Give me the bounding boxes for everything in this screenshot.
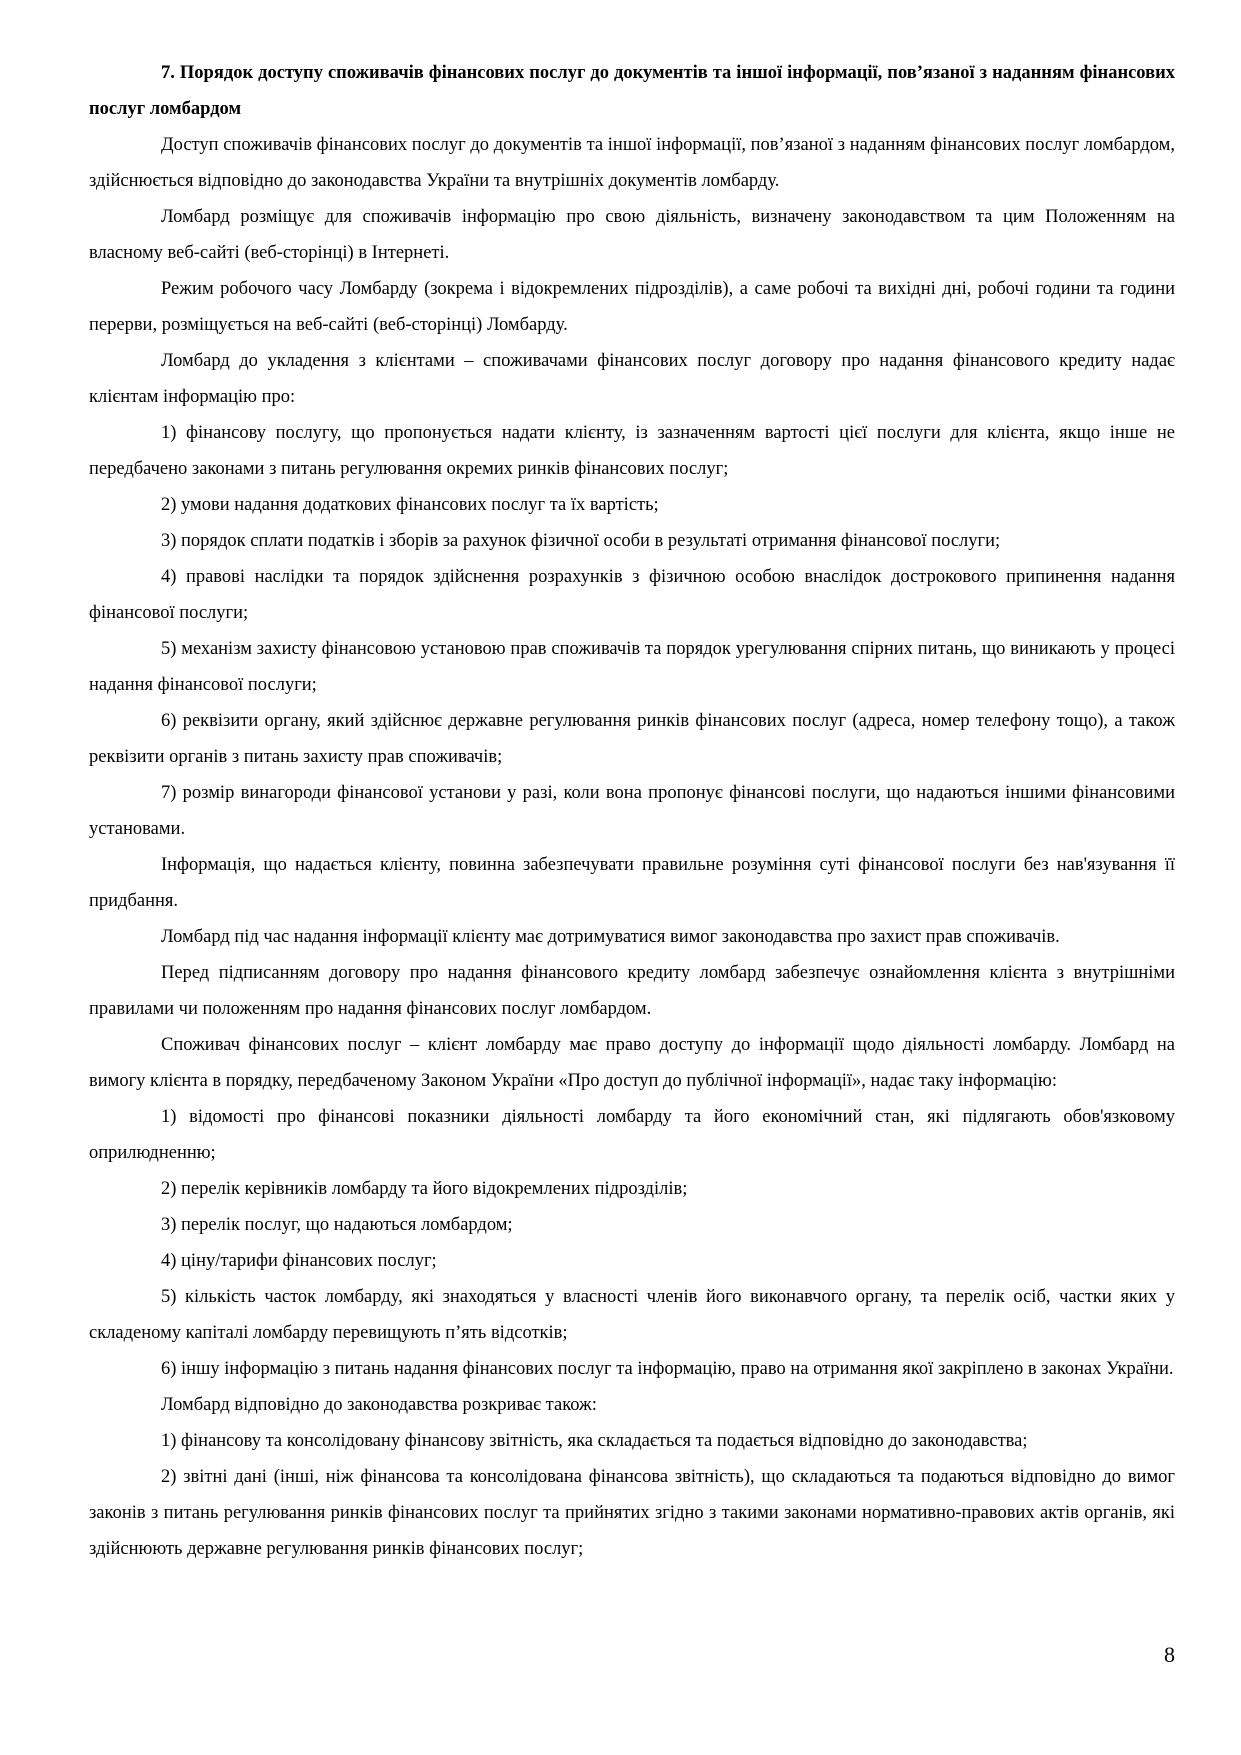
list-item: 6) іншу інформацію з питань надання фінансових послуг та інформацію, право на отримання якої закріплено в законах України. <box>161 1359 1174 1379</box>
list-item: 1) відомості про фінансові показники діяльності ломбарду та його економічний стан, які підлягають обов'язковому оприлюдненню; <box>89 1107 1175 1163</box>
list-item: 5) кількість часток ломбарду, які знаходяться у власності членів його виконавчого органу, та перелік осіб, частки яких у складеному капіталі ломбарду перевищують п’ять відсотків; <box>89 1287 1175 1343</box>
paragraph: Доступ споживачів фінансових послуг до документів та іншої інформації, пов’язаної з наданням фінансових послуг ломбардом, здійснюється відповідно до законодавства України та внутрішніх документів ломбарду. <box>89 135 1175 191</box>
paragraph: Ломбард розміщує для споживачів інформацію про свою діяльність, визначену законодавством та цим Положенням на власному веб-сайті (веб-сторінці) в Інтернеті. <box>89 207 1175 263</box>
list-item: 2) перелік керівників ломбарду та його відокремлених підрозділів; <box>161 1179 688 1199</box>
paragraph: Ломбард під час надання інформації клієнту має дотримуватися вимог законодавства про захист прав споживачів. <box>161 927 1060 947</box>
paragraph: Інформація, що надається клієнту, повинна забезпечувати правильне розуміння суті фінансової послуги без нав'язування її придбання. <box>89 855 1175 911</box>
list-item: 2) умови надання додаткових фінансових послуг та їх вартість; <box>161 495 659 515</box>
section-heading: 7. Порядок доступу споживачів фінансових послуг до документів та іншої інформації, пов’язаної з наданням фінансових послуг ломбардом <box>89 63 1175 119</box>
paragraph: Споживач фінансових послуг – клієнт ломбарду має право доступу до інформації щодо діяльності ломбарду. Ломбард на вимогу клієнта в порядку, передбаченому Законом України «Про доступ до публічної інформації», надає таку інформацію: <box>89 1035 1175 1091</box>
paragraph: Ломбард до укладення з клієнтами – споживачами фінансових послуг договору про надання фінансового кредиту надає клієнтам інформацію про: <box>89 351 1175 407</box>
paragraph: Ломбард відповідно до законодавства розкриває також: <box>161 1395 597 1415</box>
list-item: 1) фінансову послугу, що пропонується надати клієнту, із зазначенням вартості цієї послуги для клієнта, якщо інше не передбачено законами з питань регулювання окремих ринків фінансових послуг; <box>89 423 1175 479</box>
list-item: 7) розмір винагороди фінансової установи у разі, коли вона пропонує фінансові послуги, що надаються іншими фінансовими установами. <box>89 783 1175 839</box>
list-item: 6) реквізити органу, який здійснює державне регулювання ринків фінансових послуг (адреса, номер телефону тощо), а також реквізити органів з питань захисту прав споживачів; <box>89 711 1175 767</box>
page-content <box>89 55 1175 1567</box>
paragraph: Перед підписанням договору про надання фінансового кредиту ломбард забезпечує ознайомлення клієнта з внутрішніми правилами чи положенням про надання фінансових послуг ломбардом. <box>89 963 1175 1019</box>
list-item: 2) звітні дані (інші, ніж фінансова та консолідована фінансова звітність), що складаються та подаються відповідно до вимог законів з питань регулювання ринків фінансових послуг та прийнятих згідно з такими законами нормативно-правових актів органів, які здійснюють державне регулювання ринків фінансових послуг; <box>89 1467 1175 1559</box>
list-item: 3) перелік послуг, що надаються ломбардом; <box>161 1215 513 1235</box>
page-number: 8 <box>1164 1642 1175 1667</box>
list-item: 1) фінансову та консолідовану фінансову звітність, яка складається та подається відповідно до законодавства; <box>161 1431 1028 1451</box>
paragraph: Режим робочого часу Ломбарду (зокрема і відокремлених підрозділів), а саме робочі та вихідні дні, робочі години та години перерви, розміщується на веб-сайті (веб-сторінці) Ломбарду. <box>89 279 1175 335</box>
list-item: 5) механізм захисту фінансовою установою прав споживачів та порядок урегулювання спірних питань, що виникають у процесі надання фінансової послуги; <box>89 639 1175 695</box>
list-item: 4) ціну/тарифи фінансових послуг; <box>161 1251 437 1271</box>
list-item: 3) порядок сплати податків і зборів за рахунок фізичної особи в результаті отримання фінансової послуги; <box>161 531 1001 551</box>
list-item: 4) правові наслідки та порядок здійснення розрахунків з фізичною особою внаслідок дострокового припинення надання фінансової послуги; <box>89 567 1175 623</box>
